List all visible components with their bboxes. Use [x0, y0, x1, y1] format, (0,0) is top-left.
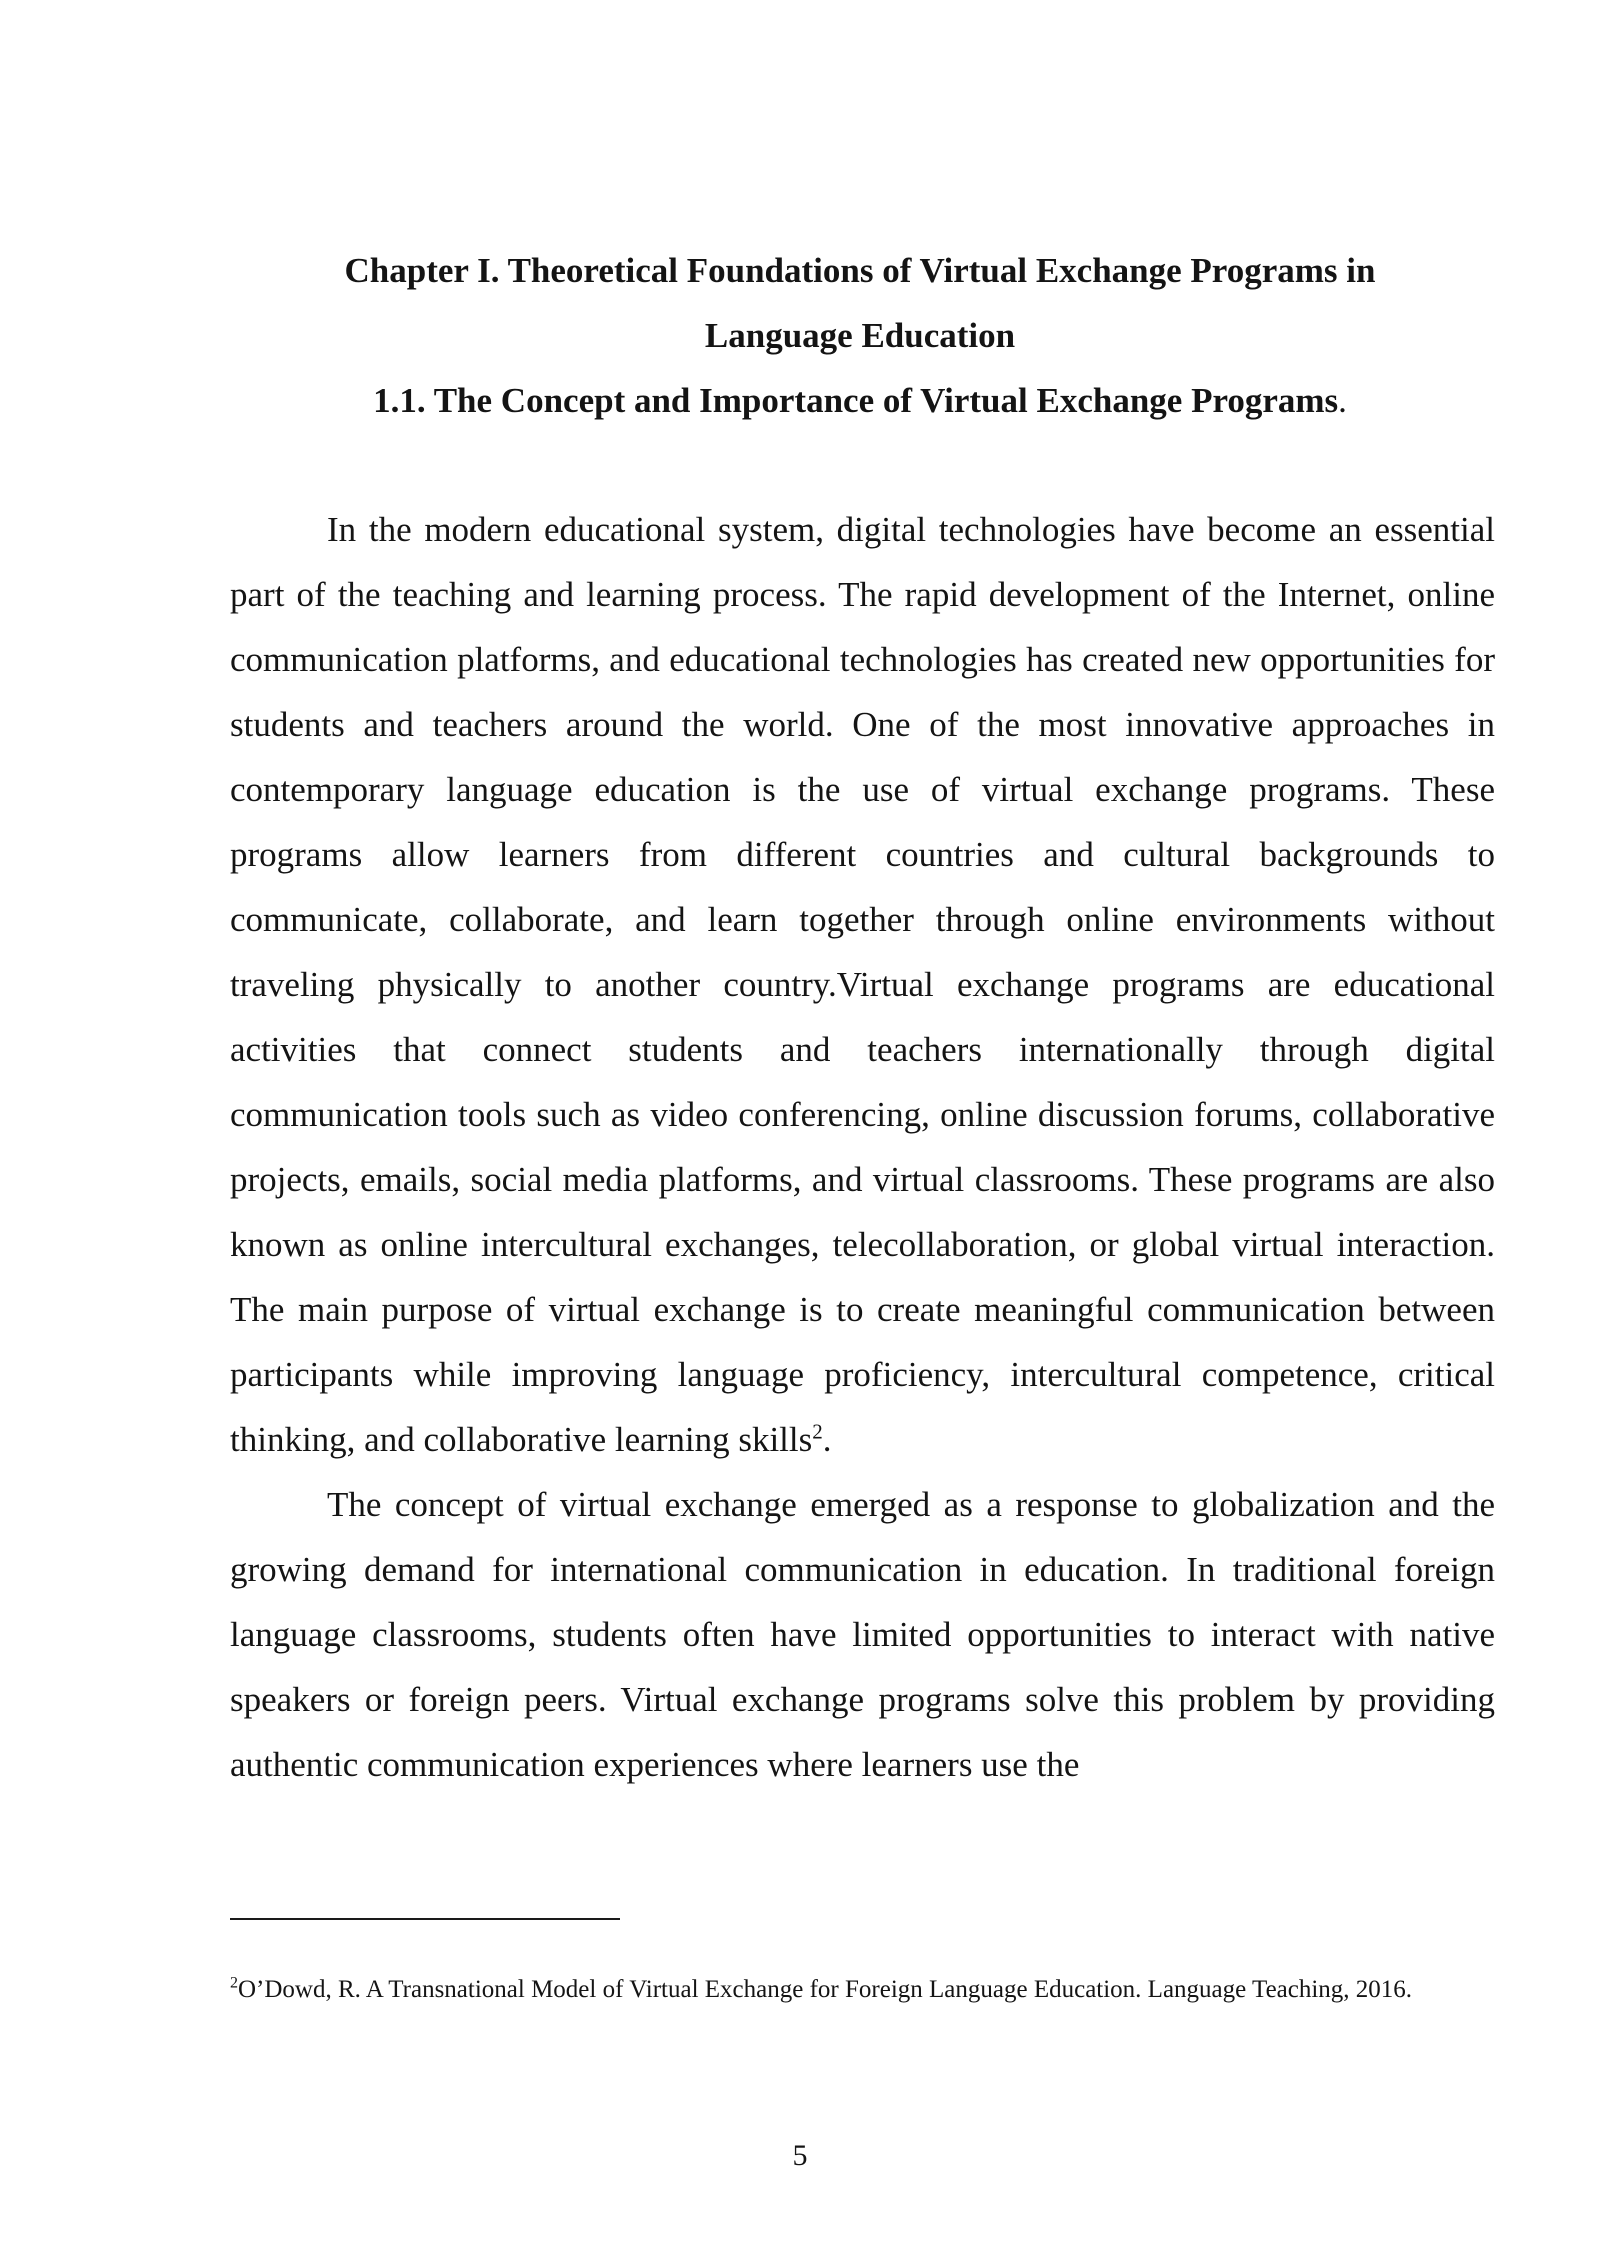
paragraph-1-text: In the modern educational system, digital technologies have become an essential part of the teaching and learning process. The rapid development of the Internet, online communication platforms, and educational technologies has created new opportunities for students and teachers around the world. One of the most innovative approaches in contemporary language education is the use of virtual exchange programs. These programs allow learners from different countries and cultural backgrounds to communicate, collaborate, and learn together through online environments without traveling physically to another country.Virtual exchange programs are educational activities that connect students and teachers internationally through digital communication tools such as video conferencing, online discussion forums, collaborative projects, emails, social media platforms, and virtual classrooms. These programs are also known as online intercultural exchanges, telecollaboration, or global virtual interaction. The main purpose of virtual exchange is to create meaningful communication between participants while improving language proficiency, intercultural competence, critical thinking, and collaborative learning skills	[230, 510, 1495, 1459]
section-heading-period: .	[1338, 381, 1347, 420]
footnote-text: O’Dowd, R. A Transnational Model of Virtual Exchange for Foreign Language Education. Language Teaching, 2016.	[238, 1976, 1413, 2003]
footnote-separator	[230, 1918, 620, 1920]
paragraph-2-text: The concept of virtual exchange emerged as a response to globalization and the growing demand for international communication in education. In traditional foreign language classrooms, students often have limited opportunities to interact with native speakers or foreign peers. Virtual exchange programs solve this problem by providing authentic communication experiences where learners use the	[230, 1485, 1495, 1784]
section-heading	[230, 368, 1490, 433]
footnote	[230, 1974, 1495, 2006]
section-heading-text: 1.1. The Concept and Importance of Virtual Exchange Programs	[373, 381, 1339, 420]
body-text	[230, 497, 1495, 1797]
footnote-marker: 2	[230, 1974, 238, 1992]
page-number: 5	[792, 2139, 808, 2172]
chapter-title-line-1: Chapter I. Theoretical Foundations of Virtual Exchange Programs in	[344, 251, 1376, 290]
paragraph-1-end: .	[822, 1420, 832, 1459]
body-paragraph-1	[230, 497, 1495, 1472]
chapter-title	[230, 238, 1490, 368]
body-paragraph-2	[230, 1472, 1495, 1797]
chapter-title-line-2: Language Education	[704, 316, 1016, 355]
footnote-reference: 2	[812, 1419, 823, 1444]
